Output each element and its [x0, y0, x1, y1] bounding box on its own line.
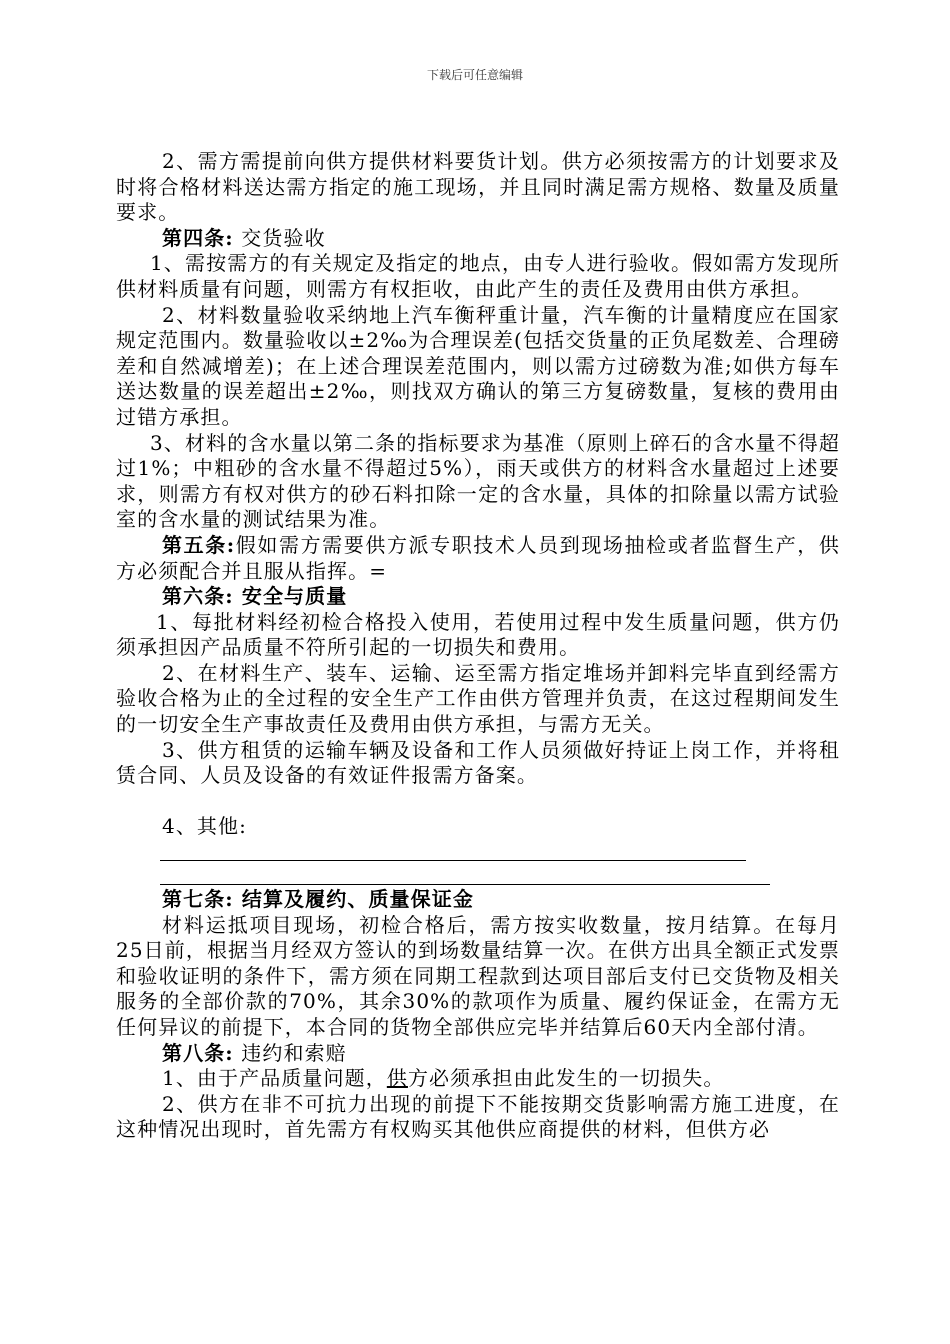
article-4-item-1: 1、需按需方的有关规定及指定的地点，由专人进行验收。假如需方发现所供材料质量有问题，则需方有权拒收，由此产生的责任及费用由供方承担。 — [116, 251, 840, 301]
article-6-item-3: 3、供方租赁的运输车辆及设备和工作人员须做好持证上岗工作，并将租赁合同、人员及设备的有效证件报需方备案。 — [116, 737, 840, 788]
article-4-label: 第四条: — [162, 225, 234, 250]
article-6-item-1: 1、每批材料经初检合格投入使用，若使用过程中发生质量问题，供方仍须承担因产品质量不符所引起的一切损失和费用。 — [116, 609, 840, 660]
fill-in-line-2 — [160, 884, 770, 885]
article-5 — [116, 533, 840, 584]
article-5-text: 假如需方需要供方派专职技术人员到现场抽检或者监督生产，供方必须配合并且服从指挥。= — [116, 532, 840, 583]
article-8-label: 第八条: — [162, 1040, 234, 1065]
blank-line — [116, 789, 840, 815]
article-6-heading: 第六条: 安全与质量 — [162, 584, 348, 609]
article-4-heading — [116, 226, 840, 252]
contract-body — [116, 149, 840, 1143]
article-4-item-3: 3、材料的含水量以第二条的指标要求为基准（原则上碎石的含水量不得超过1%；中粗砂的含水量不得超过5%），雨天或供方的材料含水量超过上述要求，则需方有权对供方的砂石料扣除一定的含水量，具体的扣除量以需方试验室的含水量的测试结果为准。 — [116, 430, 840, 532]
page-header: 下载后可任意编辑 — [426, 68, 523, 82]
article-8-item-1-post: 方必须承担由此发生的一切损失。 — [407, 1066, 725, 1091]
article-8-item-2: 2、供方在非不可抗力出现的前提下不能按期交货影响需方施工进度，在这种情况出现时，首先需方有权购买其他供应商提供的材料，但供方必 — [116, 1091, 840, 1142]
fill-in-line-1 — [160, 860, 746, 861]
article-5-label: 第五条: — [162, 532, 236, 557]
article-7-heading: 第七条: 结算及履约、质量保证金 — [162, 887, 474, 912]
article-4-item-2: 2、材料数量验收采纳地上汽车衡秤重计量，汽车衡的计量精度应在国家规定范围内。数量验收以±2‰为合理误差(包括交货量的正负尾数差、合理磅差和自然减增差)；在上述合理误差范围内，则以需方过磅数为准;如供方每车送达数量的误差超出±2‰，则找双方确认的第三方复磅数量，复核的费用由过错方承担。 — [116, 302, 840, 429]
article-8-title: 违约和索赔 — [241, 1040, 347, 1065]
article-6-item-2: 2、在材料生产、装车、运输、运至需方指定堆场并卸料完毕直到经需方验收合格为止的全过程的安全生产工作由供方管理并负责，在这过程期间发生的一切安全生产事故责任及费用由供方承担，与需方无关。 — [116, 660, 840, 737]
article-6-item-4: 4、其他: — [162, 814, 247, 839]
article-8-item-1 — [116, 1066, 840, 1092]
article-4-title: 交货验收 — [241, 225, 326, 250]
article-8-heading — [116, 1041, 840, 1067]
paragraph-requirement-plan: 2、需方需提前向供方提供材料要货计划。供方必须按需方的计划要求及时将合格材料送达需方指定的施工现场，并且同时满足需方规格、数量及质量要求。 — [116, 149, 840, 225]
article-7-text: 材料运抵项目现场，初检合格后，需方按实收数量，按月结算。在每月25日前，根据当月经双方签认的到场数量结算一次。在供方出具全额正式发票和验收证明的条件下，需方须在同期工程款到达项目部后支付已交货物及相关服务的全部价款的70%，其余30%的款项作为质量、履约保证金，在需方无任何异议的前提下，本合同的货物全部供应完毕并结算后60天内全部付清。 — [116, 912, 840, 1039]
article-8-item-1-underlined: 供 — [386, 1066, 408, 1091]
article-8-item-1-pre: 1、由于产品质量问题， — [162, 1066, 387, 1091]
